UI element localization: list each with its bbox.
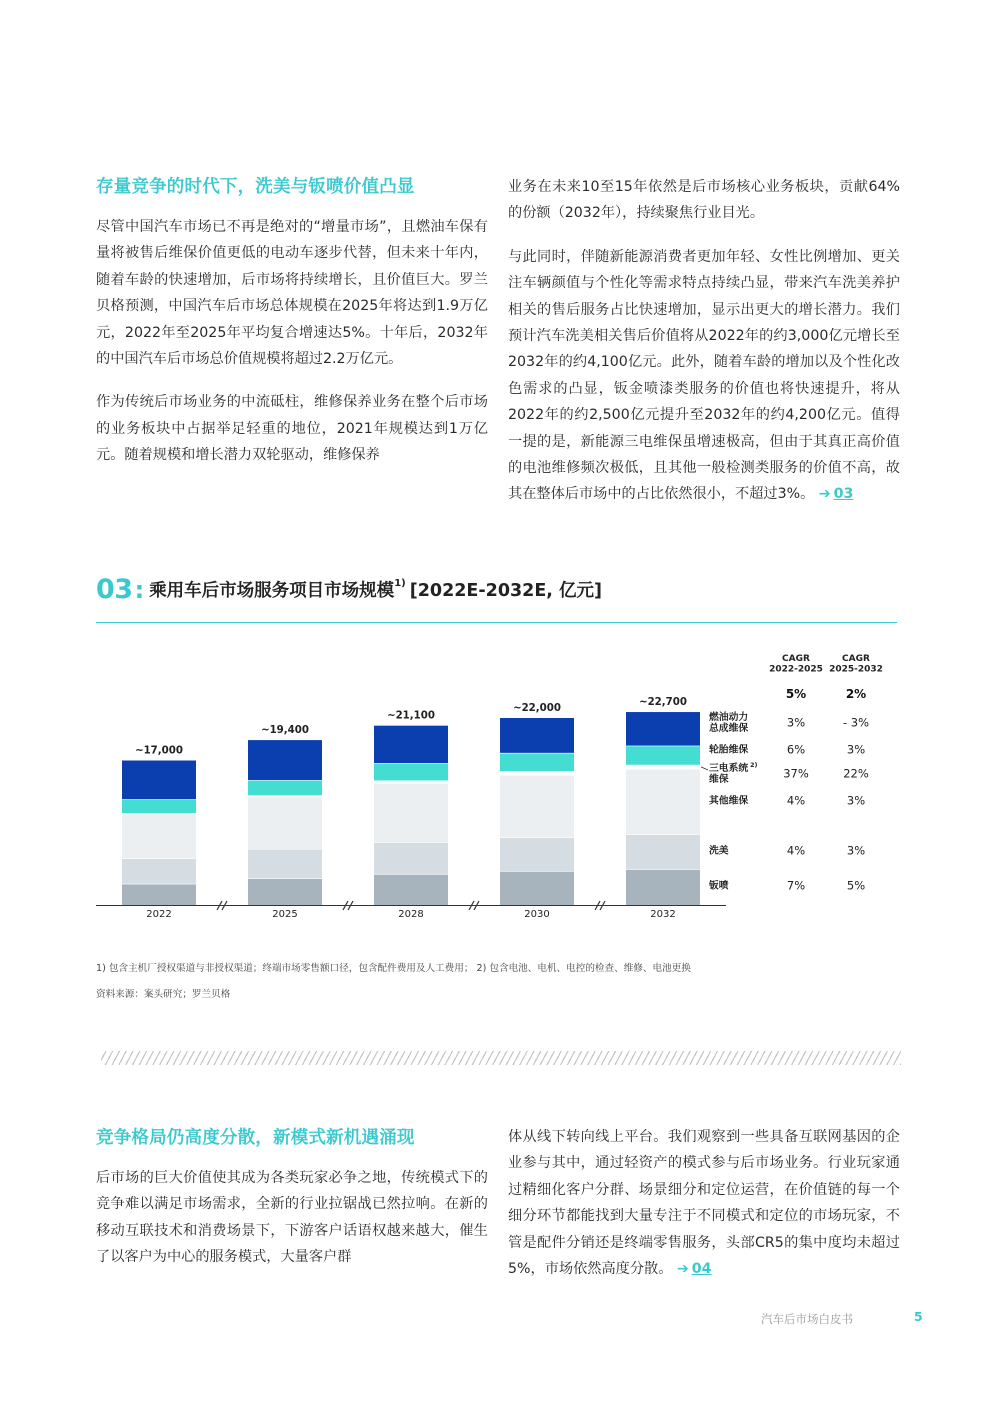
figure-04-reference-label: 04 [691, 1261, 712, 1278]
figure-colon: : [134, 575, 145, 604]
bar-segment-2022-0 [122, 884, 196, 905]
cagr-value-3-0: 4% [786, 793, 806, 808]
bar-segment-2025-5 [248, 740, 322, 780]
page-number: 5 [914, 1309, 923, 1324]
legend-label-5-0: 钣喷 [709, 880, 729, 892]
legend-label-2-1: 维保 [709, 774, 729, 785]
bar-total-label-2025: ~19,400 [261, 725, 309, 737]
bar-segment-2030-4 [500, 753, 574, 771]
bar-total-label-2032: ~22,700 [639, 697, 687, 709]
cagr-value-4-1: 3% [846, 843, 866, 858]
bar-segment-2030-1 [500, 837, 574, 871]
section2-right-paragraph-1-text: 体从线下转向线上平台。我们观察到一些具备互联网基因的企业参与其中，通过轻资产的模式参与后市场业务。行业玩家通过精细化客户分群、场景细分和定位运营，在价值链的每一个细分环节都能找到大量专注于不同模式和定位的市场玩家，不管是配件分销还是终端零售服务，头部CR5的集中度均未超过5%，市场依然高度分散。 [508, 1129, 900, 1278]
cagr-header-1-0: CAGR [842, 654, 870, 664]
bar-segment-2030-5 [500, 718, 574, 753]
bar-segment-2028-4 [374, 763, 448, 780]
bar-segment-2028-1 [374, 842, 448, 874]
x-tick-label-2030: 2030 [524, 909, 550, 920]
arrow-right-icon: ➔ [818, 486, 831, 503]
source-note: 资料来源：案头研究；罗兰贝格 [96, 989, 231, 1000]
bar-segment-2022-5 [122, 761, 196, 800]
bar-total-label-2022: ~17,000 [135, 745, 183, 757]
legend-label-4-0: 洗美 [709, 845, 729, 857]
x-tick-label-2032: 2032 [650, 909, 676, 920]
bar-segment-2022-1 [122, 858, 196, 884]
cagr-total-1: 2% [845, 687, 867, 701]
section1-heading: 存量竞争的时代下，洗美与钣喷价值凸显 [96, 177, 415, 197]
cagr-header-0-0: CAGR [782, 654, 810, 664]
cagr-value-1-1: 3% [846, 742, 866, 757]
bar-segment-2022-4 [122, 799, 196, 813]
legend-label-0-1: 总成维保 [709, 723, 749, 734]
section2-right-column [508, 1124, 900, 1299]
legend-superscript-2: 2) [750, 761, 758, 769]
section1-left-paragraph-1: 尽管中国汽车市场已不再是绝对的“增量市场”，且燃油车保有量将被售后维保价值更低的电动车逐步代替，但未来十年内，随着车龄的快速增加，后市场将持续增长，且价值巨大。罗兰贝格预测，中国汽车后市场总体规模在2025年将达到1.9万亿元，2022年至2025年平均复合增速达5%。十年后，2032年的中国汽车后市场总价值规模将超过2.2万亿元。 [96, 219, 488, 368]
figure-title-superscript: 1) [394, 578, 406, 589]
legend-leader-line [701, 767, 708, 770]
bar-segment-2032-2 [626, 769, 700, 834]
figure-03-reference-label: 03 [833, 486, 854, 503]
figure-title-range: [2022E-2032E, 亿元] [409, 581, 603, 601]
cagr-value-5-0: 7% [786, 878, 806, 893]
cagr-value-1-0: 6% [786, 742, 806, 757]
bar-segment-2032-5 [626, 712, 700, 746]
arrow-right-icon: ➔ [676, 1261, 689, 1278]
bar-segment-2030-2 [500, 775, 574, 837]
bar-segment-2028-0 [374, 874, 448, 905]
bar-segment-2025-2 [248, 797, 322, 849]
footnote-1: 1) 包含主机厂授权渠道与非授权渠道；终端市场零售额口径，包含配件费用及人工费用； 2) 包含电池、电机、电控的检查、维修、电池更换 [96, 963, 691, 974]
cagr-value-4-0: 4% [786, 843, 806, 858]
bar-segment-2028-5 [374, 726, 448, 763]
cagr-total-0: 5% [785, 687, 807, 701]
hatched-divider [101, 1051, 901, 1065]
cagr-value-0-1: - 3% [842, 715, 870, 730]
cagr-value-2-1: 22% [843, 766, 869, 781]
section1-right-paragraph-2-text: 与此同时，伴随新能源消费者更加年轻、女性比例增加、更关注车辆颜值与个性化等需求特点持续凸显，带来汽车洗美养护相关的售后服务占比快速增加，显示出更大的增长潜力。我们预计汽车洗美相关售后价值将从2022年的约3,000亿元增长至2032年的约4,100亿元。此外，随着车龄的增加以及个性化改色需求的凸显，钣金喷漆类服务的价值也将快速提升，将从2022年的约2,500亿元提升至2032年的约4,200亿元。值得一提的是，新能源三电维保虽增速极高，但由于其真正高价值的电池维修频次极低，且其他一般检测类服务的价值不高，故其在整体后市场中的占比依然很小，不超过3%。 [508, 248, 900, 503]
legend-label-3-0: 其他维保 [709, 795, 749, 807]
bar-segment-2032-4 [626, 746, 700, 765]
figure-04-reference-link[interactable] [677, 1261, 712, 1277]
bar-segment-2032-1 [626, 834, 700, 869]
x-tick-label-2022: 2022 [146, 909, 172, 920]
section1-left-paragraph-2: 作为传统后市场业务的中流砥柱，维修保养业务在整个后市场的业务板块中占据举足轻重的地位，2021年规模达到1万亿元。随着规模和增长潜力双轮驱动，维修保养 [96, 394, 488, 464]
cagr-value-3-1: 3% [846, 793, 866, 808]
bar-segment-2022-2 [122, 814, 196, 859]
x-tick-label-2025: 2025 [272, 909, 298, 920]
bar-total-label-2028: ~21,100 [387, 710, 435, 722]
bar-segment-2032-0 [626, 869, 700, 905]
bar-segment-2030-0 [500, 871, 574, 905]
x-tick-label-2028: 2028 [398, 909, 424, 920]
section2-heading: 竞争格局仍高度分散，新模式新机遇涌现 [96, 1128, 415, 1148]
bar-segment-2025-4 [248, 780, 322, 795]
cagr-header-1-1: 2025-2032 [829, 664, 883, 675]
cagr-value-5-1: 5% [846, 878, 866, 893]
legend-label-0-0: 燃油动力 [709, 712, 749, 723]
figure-number: 03 [96, 574, 133, 605]
bar-segment-2028-2 [374, 783, 448, 842]
legend-label-2-0: 三电系统 [709, 763, 749, 774]
legend-label-1-0: 轮胎维保 [709, 744, 749, 756]
section2-left-column [96, 1126, 488, 1288]
bar-segment-2032-3 [626, 765, 700, 769]
cagr-value-2-0: 37% [783, 766, 809, 781]
figure-title-text: 乘用车后市场服务项目市场规模 [149, 581, 395, 601]
bar-segment-2025-0 [248, 878, 322, 905]
section1-right-paragraph-1: 业务在未来10至15年依然是后市场核心业务板块，贡献64%的份额（2032年），持续聚焦行业目光。 [508, 179, 900, 222]
cagr-header-0-1: 2022-2025 [769, 664, 823, 675]
footer-title: 汽车后市场白皮书 [761, 1312, 853, 1326]
section2-right-paragraph-1 [508, 1124, 900, 1282]
cagr-value-0-0: 3% [786, 715, 806, 730]
bar-total-label-2030: ~22,000 [513, 703, 561, 714]
section2-left-paragraph-1: 后市场的巨大价值使其成为各类玩家必争之地，传统模式下的竞争难以满足市场需求，全新的行业拉锯战已然拉响。在新的移动互联技术和消费场景下，下游客户话语权越来越大，催生了以客户为中心的服务模式，大量客户群 [96, 1170, 488, 1266]
bar-segment-2025-1 [248, 849, 322, 878]
